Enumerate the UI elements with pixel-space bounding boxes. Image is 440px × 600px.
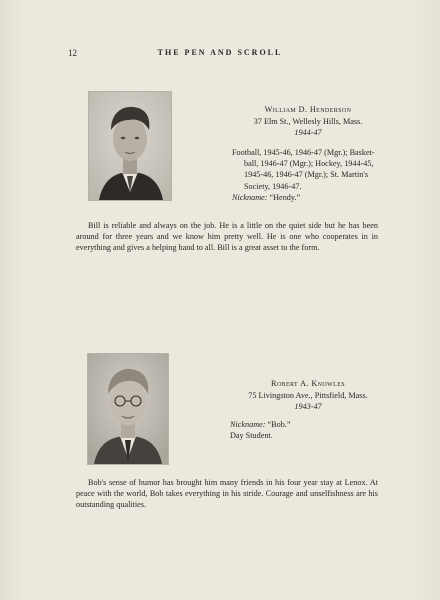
student-description: Bill is reliable and always on the job. He is a little on the quiet side but he has been around for three years and we know him pretty well. He is one who cooperates in in everything and gives a helping hand to all. Bill is a great asset to the form.: [76, 221, 378, 252]
student-years: 1943-47: [294, 402, 322, 411]
student-info: [232, 104, 384, 139]
student-address: 75 Livingston Ave., Pittsfield, Mass.: [248, 390, 368, 400]
student-years: 1944-47: [294, 128, 322, 137]
activities-text: Football, 1945-46, 1946-47 (Mgr.); Basket-ball, 1946-47 (Mgr.); Hockey, 1944-45, 1945-46, 1946-47 (Mgr.); St. Martin's Society, 1946-47.: [232, 148, 375, 191]
student-info: [228, 378, 388, 413]
student-portrait-photo: [88, 91, 172, 201]
nickname-line: [232, 192, 388, 203]
student-address: 37 Elm St., Wellesly Hills, Mass.: [253, 116, 363, 126]
portrait-image: [88, 354, 168, 464]
student-name: Robert A. Knowles: [270, 379, 346, 388]
nickname-value: “Hendy.”: [269, 192, 301, 202]
nickname-value: “Bob.”: [267, 420, 291, 429]
student-details: [232, 147, 388, 203]
running-head: THE PEN AND SCROLL: [157, 48, 283, 57]
page-number: 12: [68, 48, 77, 58]
student-portrait-photo: [87, 353, 169, 465]
nickname-label: Nickname:: [230, 420, 266, 429]
day-student-note: Day Student.: [230, 431, 273, 441]
student-name: William D. Henderson: [264, 105, 352, 114]
nickname-line: [230, 419, 386, 430]
page-header: [0, 48, 440, 62]
student-details: [230, 419, 386, 441]
portrait-image: [89, 92, 171, 200]
student-description: Bob's sense of humor has brought him many friends in his four year stay at Lenox. At peace with the world, Bob takes everything in his stride. Courage and unselfishness are his outstanding qualities.: [76, 478, 378, 509]
nickname-label: Nickname:: [232, 192, 268, 202]
